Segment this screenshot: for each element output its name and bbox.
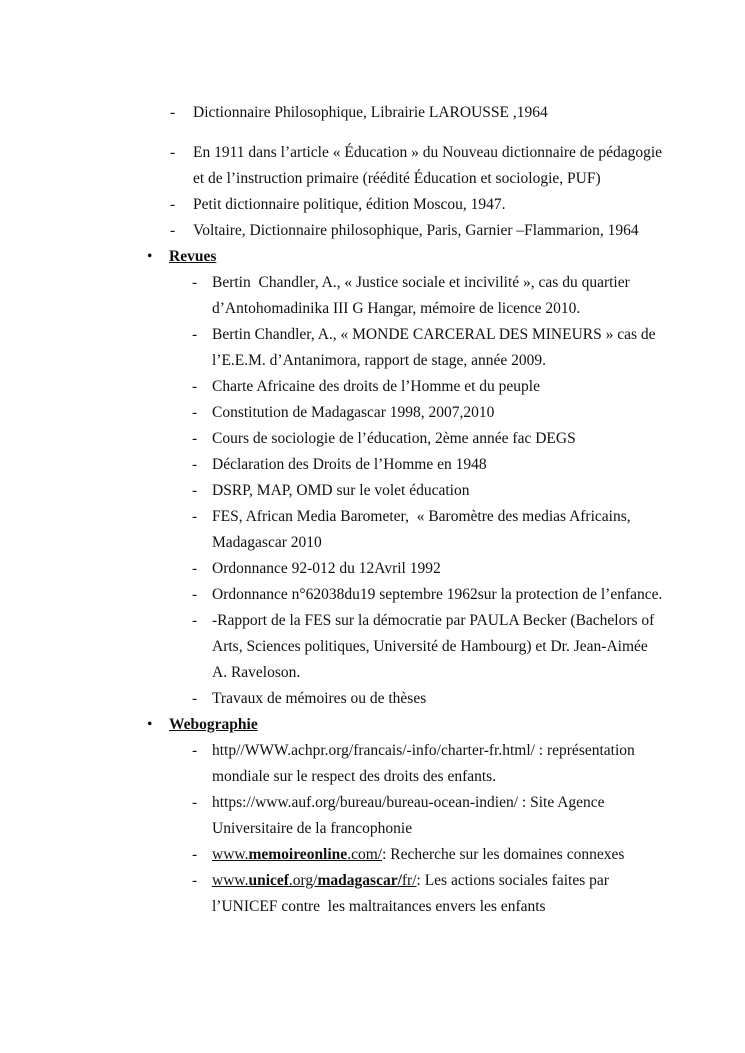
text-segment: Déclaration des Droits de l’Homme en 1948 [212,456,487,473]
item-line [192,452,745,478]
text-segment: l’E.E.M. d’Antanimora, rapport de stage, année 2009. [212,352,547,369]
item-line [192,374,745,400]
url-link[interactable]: .org/ [288,872,318,889]
item-line [192,504,745,530]
dash-marker: - [192,456,198,473]
item-line [212,348,745,374]
section-webographie [0,712,745,920]
bibliography-item [0,374,745,400]
bibliography-item [0,868,745,920]
text-segment: Voltaire, Dictionnaire philosophique, Paris, Garnier –Flammarion, 1964 [193,222,639,239]
bibliography-item [0,686,745,712]
item-line [192,270,745,296]
item-line [192,556,745,582]
item-line [192,426,745,452]
bibliography-item [0,218,745,244]
text-segment: En 1911 dans l’article « Éducation » du Nouveau dictionnaire de pédagogie [193,144,663,161]
bullet-icon: • [147,248,153,265]
dash-marker: - [170,222,176,239]
item-line [193,166,745,192]
dash-marker: - [192,690,198,707]
bibliography-item [0,842,745,868]
item-line [192,738,745,764]
text-segment: Travaux de mémoires ou de thèses [212,690,427,707]
dash-marker: - [192,274,198,291]
text-segment: A. Raveloson. [212,664,301,681]
dash-marker: - [192,326,198,343]
bibliography-item [0,426,745,452]
text-segment: https://www.auf.org/bureau/bureau-ocean-indien/ : Site Agence [212,794,605,811]
text-segment: Dictionnaire Philosophique, Librairie LAROUSSE ,1964 [193,104,548,121]
text-segment: mondiale sur le respect des droits des enfants. [212,768,497,785]
dash-marker: - [192,612,198,629]
item-line [170,140,745,166]
section-revues [0,244,745,712]
dash-marker: - [170,104,176,121]
text-segment: Madagascar 2010 [212,534,322,551]
item-line [170,100,745,126]
url-link[interactable]: madagascar/ [317,872,402,889]
dash-marker: - [192,742,198,759]
text-segment: : Recherche sur les domaines connexes [382,846,625,863]
bibliography-item [0,608,745,686]
item-line [192,478,745,504]
url-link[interactable]: www. [212,872,249,889]
item-line [192,686,745,712]
text-segment: -Rapport de la FES sur la démocratie par PAULA Becker (Bachelors of [212,612,655,629]
section-title: Webographie [169,716,258,733]
text-segment: Universitaire de la francophonie [212,820,413,837]
text-segment: DSRP, MAP, OMD sur le volet éducation [212,482,470,499]
section-heading-row [0,244,745,270]
text-segment: Petit dictionnaire politique, édition Moscou, 1947. [193,196,506,213]
text-segment: Bertin Chandler, A., « MONDE CARCERAL DES MINEURS » cas de [212,326,656,343]
item-line [192,608,745,634]
text-segment: d’Antohomadinika III G Hangar, mémoire de licence 2010. [212,300,581,317]
bibliography-item [0,556,745,582]
bibliography-item [0,582,745,608]
url-link[interactable]: fr/ [401,872,417,889]
text-segment: l’UNICEF contre les maltraitances envers les enfants [212,898,546,915]
item-line [192,322,745,348]
dash-marker: - [192,404,198,421]
item-line [212,530,745,556]
item-line [192,868,745,894]
item-line [192,790,745,816]
text-segment: Charte Africaine des droits de l’Homme et du peuple [212,378,540,395]
item-line [192,582,745,608]
bibliography-item [0,790,745,842]
text-segment: Constitution de Madagascar 1998, 2007,2010 [212,404,495,421]
url-link[interactable]: unicef [248,872,289,889]
item-line [170,218,745,244]
item-line [212,660,745,686]
dash-marker: - [192,430,198,447]
dash-marker: - [192,872,198,889]
dash-marker: - [192,560,198,577]
dash-marker: - [192,378,198,395]
text-segment: Ordonnance 92-012 du 12Avril 1992 [212,560,441,577]
bibliography-item [0,478,745,504]
item-line [212,296,745,322]
text-segment: FES, African Media Barometer, « Baromètre des medias Africains, [212,508,631,525]
item-line [192,842,745,868]
bibliography-item [0,100,745,126]
section-title: Revues [169,248,217,265]
text-segment: Arts, Sciences politiques, Université de Hambourg) et Dr. Jean-Aimée [212,638,648,655]
url-link[interactable]: memoireonline [248,846,348,863]
bibliography-content [0,100,745,920]
section-heading-row [0,712,745,738]
text-segment: http//WWW.achpr.org/francais/-info/charter-fr.html/ : représentation [212,742,635,759]
dash-marker: - [192,482,198,499]
item-line [212,894,745,920]
dash-marker: - [192,508,198,525]
bibliography-item [0,400,745,426]
text-segment: Bertin Chandler, A., « Justice sociale et incivilité », cas du quartier [212,274,630,291]
item-line [212,764,745,790]
dash-marker: - [170,196,176,213]
text-segment: et de l’instruction primaire (réédité Éducation et sociologie, PUF) [193,170,601,187]
dash-marker: - [192,846,198,863]
item-line [170,192,745,218]
bibliography-item [0,140,745,192]
dash-marker: - [170,144,176,161]
url-link[interactable]: .com/ [347,846,383,863]
bibliography-item [0,322,745,374]
bibliography-item [0,192,745,218]
bibliography-item [0,270,745,322]
text-segment: Cours de sociologie de l’éducation, 2ème année fac DEGS [212,430,576,447]
text-segment: Ordonnance n°62038du19 septembre 1962sur la protection de l’enfance. [212,586,663,603]
bibliography-item [0,452,745,478]
dash-marker: - [192,586,198,603]
bibliography-item [0,504,745,556]
text-segment: : Les actions sociales faites par [416,872,609,889]
bibliography-item [0,738,745,790]
item-line [212,816,745,842]
url-link[interactable]: www. [212,846,249,863]
dash-marker: - [192,794,198,811]
bullet-icon: • [147,716,153,733]
item-line [192,400,745,426]
item-line [212,634,745,660]
